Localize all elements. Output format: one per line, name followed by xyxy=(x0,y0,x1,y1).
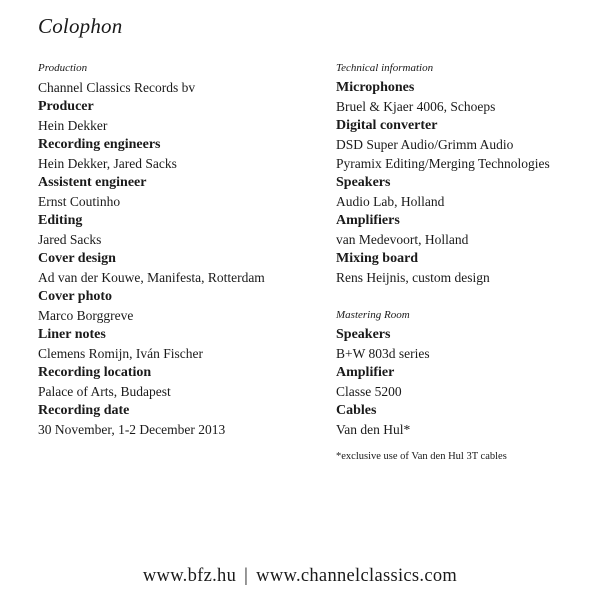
credit-value: Jared Sacks xyxy=(38,232,102,247)
credit-label: Recording engineers xyxy=(38,137,161,152)
microphones-value: Bruel & Kjaer 4006, Schoeps xyxy=(336,99,496,114)
credit-value: Clemens Romijn, Iván Fischer xyxy=(38,346,203,361)
credit-label: Recording date xyxy=(38,403,130,418)
page-title: Colophon xyxy=(38,14,123,38)
credit-value: Palace of Arts, Budapest xyxy=(38,384,171,399)
mastering-amplifier-value: Classe 5200 xyxy=(336,384,402,399)
speakers-value: Audio Lab, Holland xyxy=(336,194,445,209)
credit-value: Hein Dekker, Jared Sacks xyxy=(38,156,177,171)
converter-label: Digital converter xyxy=(336,118,438,133)
cables-label: Cables xyxy=(336,403,377,418)
mastering-amplifier-label: Amplifier xyxy=(336,365,395,380)
microphones-label: Microphones xyxy=(336,80,415,95)
credit-label: Liner notes xyxy=(38,327,106,342)
editing-system-value: Pyramix Editing/Merging Technologies xyxy=(336,156,550,171)
cables-value: Van den Hul* xyxy=(336,422,411,437)
channelclassics-website-link[interactable]: www.channelclassics.com xyxy=(256,566,458,586)
production-column xyxy=(38,59,298,439)
credit-label: Cover design xyxy=(38,251,116,266)
mixing-board-label: Mixing board xyxy=(336,251,419,266)
credit-label: Assistent engineer xyxy=(38,175,147,190)
credit-value: Hein Dekker xyxy=(38,118,108,133)
amplifiers-label: Amplifiers xyxy=(336,213,400,228)
technical-column xyxy=(336,59,596,466)
converter-value: DSD Super Audio/Grimm Audio xyxy=(336,137,514,152)
spacer xyxy=(336,287,596,306)
credit-value: Ernst Coutinho xyxy=(38,194,121,209)
section-heading-mastering: Mastering Room xyxy=(336,309,410,321)
section-heading-technical: Technical information xyxy=(336,62,434,74)
amplifiers-value: van Medevoort, Holland xyxy=(336,232,469,247)
bfz-website-link[interactable]: www.bfz.hu xyxy=(142,566,237,586)
credit-value: Ad van der Kouwe, Manifesta, Rotterdam xyxy=(38,270,265,285)
credit-label: Producer xyxy=(38,99,94,114)
speakers-label: Speakers xyxy=(336,175,391,190)
mastering-speakers-value: B+W 803d series xyxy=(336,346,430,361)
footer-separator: | xyxy=(244,566,249,586)
credit-value: 30 November, 1-2 December 2013 xyxy=(38,422,226,437)
mixing-board-value: Rens Heijnis, custom design xyxy=(336,270,490,285)
section-heading-production: Production xyxy=(38,62,88,74)
mastering-speakers-label: Speakers xyxy=(336,327,391,342)
footnote: *exclusive use of Van den Hul 3T cables xyxy=(336,451,507,462)
credit-label: Cover photo xyxy=(38,289,113,304)
credit-label: Editing xyxy=(38,213,83,228)
footer-links xyxy=(0,566,600,587)
credit-value: Marco Borggreve xyxy=(38,308,134,323)
company-name: Channel Classics Records bv xyxy=(38,80,196,95)
credit-label: Recording location xyxy=(38,365,152,380)
